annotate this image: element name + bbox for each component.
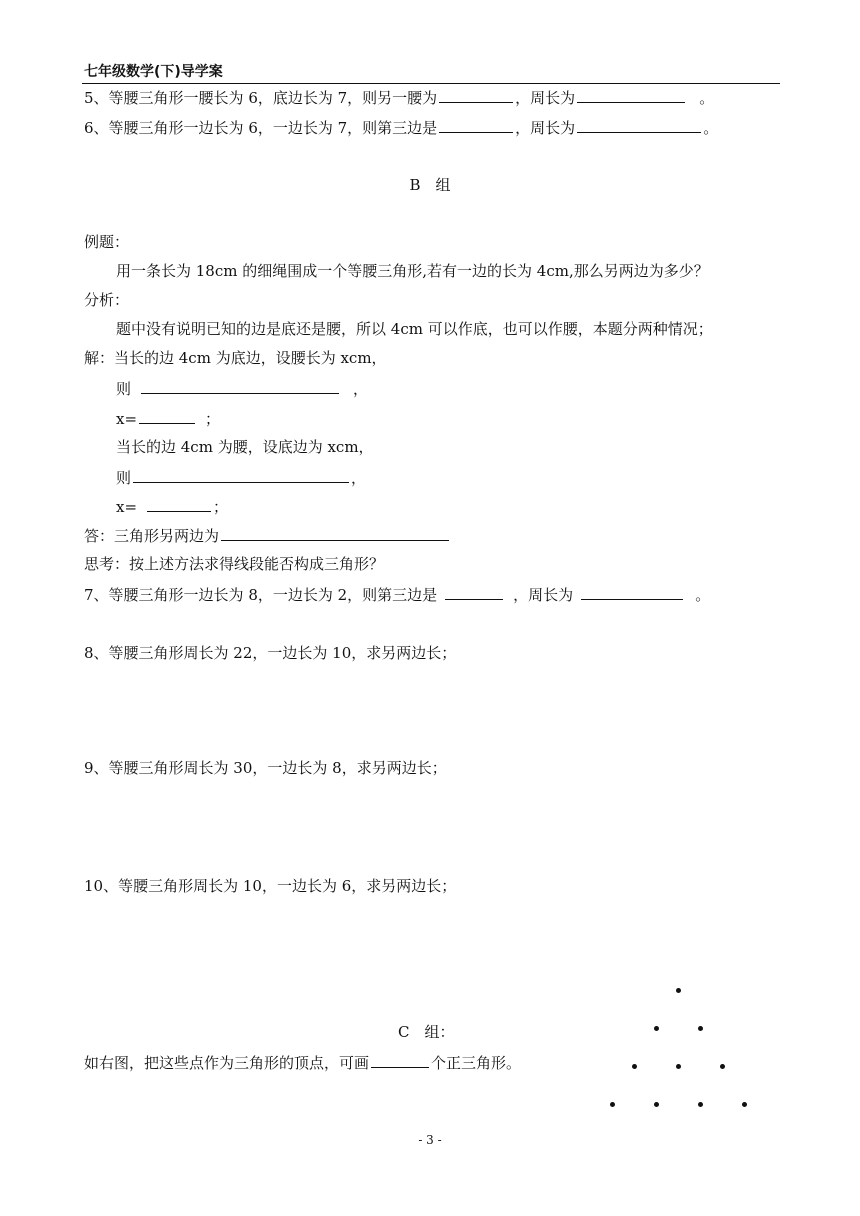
then-label-1: 则 — [116, 380, 132, 398]
figure-dot — [720, 1064, 725, 1069]
figure-dot — [610, 1102, 615, 1107]
question-5 — [84, 87, 714, 108]
question-6 — [84, 117, 718, 138]
example-label: 例题： — [84, 233, 130, 251]
q5-text: 5、等腰三角形一腰长为 6，底边长为 7，则另一腰为 — [84, 89, 438, 107]
answer-label: 答：三角形另两边为 — [84, 527, 220, 545]
q6-period: 。 — [703, 119, 719, 137]
figure-dot — [742, 1102, 747, 1107]
q6-text: 6、等腰三角形一边长为 6，一边长为 7，则第三边是 — [84, 119, 438, 137]
figure-dot — [698, 1102, 703, 1107]
solution-case-2: 当长的边 4cm 为腰，设底边为 xcm， — [116, 438, 374, 456]
q7-text: 7、等腰三角形一边长为 8，一边长为 2，则第三边是 — [84, 586, 438, 604]
analysis-text: 题中没有说明已知的边是底还是腰，所以 4cm 可以作底，也可以作腰，本题分两种情况； — [116, 320, 713, 338]
case-1-x-line — [116, 408, 220, 429]
group-c-question — [84, 1052, 521, 1073]
group-b-title: B 组 — [409, 176, 451, 194]
header-rule — [82, 83, 780, 84]
answer-blank[interactable] — [221, 525, 449, 541]
case-2-equation-line — [116, 467, 366, 488]
case-2-x-line — [116, 496, 228, 517]
q7-blank-side[interactable] — [445, 584, 503, 600]
question-8: 8、等腰三角形周长为 22，一边长为 10，求另两边长； — [84, 644, 457, 662]
q6-blank-side[interactable] — [439, 117, 513, 133]
page-number: - 3 - — [418, 1133, 442, 1147]
q6-blank-perimeter[interactable] — [577, 117, 701, 133]
analysis-label: 分析： — [84, 291, 130, 309]
q5-period: 。 — [699, 89, 715, 107]
think-question: 思考：按上述方法求得线段能否构成三角形？ — [84, 555, 385, 573]
group-c-question-text: 如右图，把这些点作为三角形的顶点，可画 — [84, 1054, 370, 1072]
comma-1: ， — [353, 380, 369, 398]
x-label-2: x= — [116, 498, 138, 516]
figure-dot — [654, 1026, 659, 1031]
q5-blank-leg[interactable] — [439, 87, 513, 103]
semicolon-1: ； — [205, 410, 221, 428]
q5-blank-perimeter[interactable] — [577, 87, 685, 103]
q7-blank-perimeter[interactable] — [581, 584, 683, 600]
question-10: 10、等腰三角形周长为 10，一边长为 6，求另两边长； — [84, 877, 457, 895]
q6-perimeter-label: ，周长为 — [515, 119, 576, 137]
case-1-x-blank[interactable] — [139, 408, 195, 424]
group-c-title: C 组： — [398, 1023, 455, 1041]
group-c-question-tail: 个正三角形。 — [431, 1054, 522, 1072]
page-header-title: 七年级数学(下)导学案 — [84, 64, 223, 80]
figure-dot — [698, 1026, 703, 1031]
figure-dot — [676, 1064, 681, 1069]
q7-period: 。 — [695, 586, 711, 604]
q7-perimeter-label: ，周长为 — [513, 586, 574, 604]
case-2-equation-blank[interactable] — [133, 467, 349, 483]
x-label-1: x= — [116, 410, 138, 428]
case-1-equation-blank[interactable] — [141, 378, 339, 394]
case-1-equation-line — [116, 378, 368, 399]
question-9: 9、等腰三角形周长为 30，一边长为 8，求另两边长； — [84, 759, 447, 777]
solution-case-1: 解：当长的边 4cm 为底边，设腰长为 xcm， — [84, 349, 387, 367]
figure-dot — [676, 988, 681, 993]
answer-line — [84, 525, 451, 546]
then-label-2: 则 — [116, 469, 132, 487]
semicolon-2: ； — [213, 498, 229, 516]
group-c-blank[interactable] — [371, 1052, 429, 1068]
figure-dot — [654, 1102, 659, 1107]
q5-perimeter-label: ，周长为 — [515, 89, 576, 107]
case-2-x-blank[interactable] — [147, 496, 211, 512]
comma-2: ， — [351, 469, 367, 487]
question-7 — [84, 584, 710, 605]
figure-dot — [632, 1064, 637, 1069]
example-text: 用一条长为 18cm 的细绳围成一个等腰三角形,若有一边的长为 4cm,那么另两边为多少？ — [116, 262, 709, 280]
